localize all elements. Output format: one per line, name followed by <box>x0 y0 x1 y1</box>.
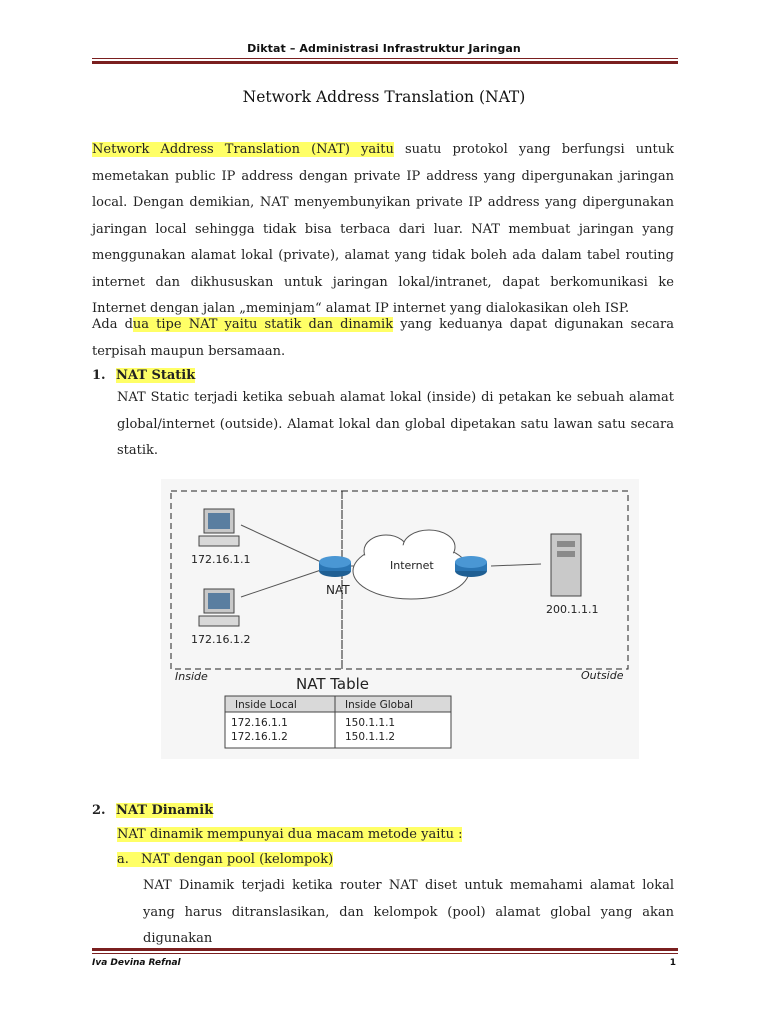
section-heading-nat-statik <box>92 366 195 386</box>
table-header-inside-global: Inside Global <box>345 699 414 711</box>
page-title: Network Address Translation (NAT) <box>242 88 526 106</box>
computer-icon-host1 <box>199 509 239 546</box>
internet-label: Internet <box>390 559 434 572</box>
footer-rule-thick <box>92 948 678 951</box>
link-host1-router <box>241 525 321 562</box>
computer-icon-host2 <box>199 589 239 626</box>
highlight-nat-types: ua tipe NAT yaitu statik dan dinamik <box>132 317 394 332</box>
host2-ip-label: 172.16.1.2 <box>191 633 251 646</box>
paragraph-nat-definition-text: suatu protokol yang berfungsi untuk memetakan public IP address dengan private IP address yang dipergunakan jaringan local. Dengan demikian, NAT menyembunyikan private IP address yang dipergunakan jaringan local sehingga tidak bisa terbaca dari luar. NAT membuat jaringan yang menggunakan alamat lokal (private), alamat yang tidak boleh ada dalam tabel routing internet dan dikhususkan untuk jaringan lokal/intranet, dapat berkomunikasi ke Internet dengan jalan „meminjam“ alamat IP internet yang dialokasikan oleh ISP. <box>92 142 674 316</box>
subsection-heading-pool <box>117 847 333 874</box>
header-rule-thin <box>92 58 678 59</box>
table-cell: 150.1.1.2 <box>345 731 396 743</box>
footer-author: Iva Devina Refnal <box>92 958 181 968</box>
section-title: NAT Statik <box>116 368 196 383</box>
subsection-letter: a. <box>117 852 129 867</box>
table-cell: 172.16.1.1 <box>231 717 288 729</box>
outside-label: Outside <box>581 669 624 682</box>
paragraph-nat-dinamik-intro <box>117 822 462 849</box>
table-cell: 150.1.1.1 <box>345 717 396 729</box>
page-number: 1 <box>669 958 676 968</box>
section-title: NAT Dinamik <box>116 803 214 818</box>
running-header: Diktat – Administrasi Infrastruktur Jaringan <box>247 42 521 55</box>
paragraph-nat-types-prefix: Ada d <box>92 317 133 332</box>
inside-label: Inside <box>175 670 208 683</box>
server-ip-label: 200.1.1.1 <box>546 603 599 616</box>
paragraph-nat-pool: NAT Dinamik terjadi ketika router NAT diset untuk memahami alamat lokal yang harus ditranslasikan, dan kelompok (pool) alamat global yang akan digunakan <box>143 878 674 946</box>
nat-table-title: NAT Table <box>296 675 370 693</box>
paragraph-nat-statik: NAT Static terjadi ketika sebuah alamat lokal (inside) di petakan ke sebuah alamat global/internet (outside). Alamat lokal dan global dipetakan satu lawan satu secara statik. <box>117 390 674 458</box>
server-icon <box>551 534 581 596</box>
paragraph-nat-types <box>92 312 674 365</box>
host1-ip-label: 172.16.1.1 <box>191 553 251 566</box>
nat-table <box>225 696 451 748</box>
table-header-inside-local: Inside Local <box>235 699 297 711</box>
table-cell: 172.16.1.2 <box>231 731 288 743</box>
section-number: 1. <box>92 368 106 383</box>
link-host2-router <box>241 570 321 597</box>
nat-static-diagram <box>161 479 639 759</box>
link-cloud-router <box>491 564 541 566</box>
nat-router-label: NAT <box>326 583 350 597</box>
router-icon-nat <box>319 556 351 577</box>
section-heading-nat-dinamik <box>92 801 213 821</box>
highlight-nat-definition: Network Address Translation (NAT) yaitu <box>92 142 394 157</box>
router-icon-isp <box>455 556 487 577</box>
footer-rule-thin <box>92 953 678 954</box>
section-number: 2. <box>92 803 106 818</box>
subsection-title: NAT dengan pool (kelompok) <box>141 852 334 867</box>
paragraph-nat-types-text: yang keduanya dapat digunakan secara terpisah maupun bersamaan. <box>92 317 674 359</box>
header-rule-thick <box>92 61 678 64</box>
highlight-nat-dinamik-intro: NAT dinamik mempunyai dua macam metode yaitu : <box>117 827 463 842</box>
paragraph-nat-definition <box>92 137 674 323</box>
